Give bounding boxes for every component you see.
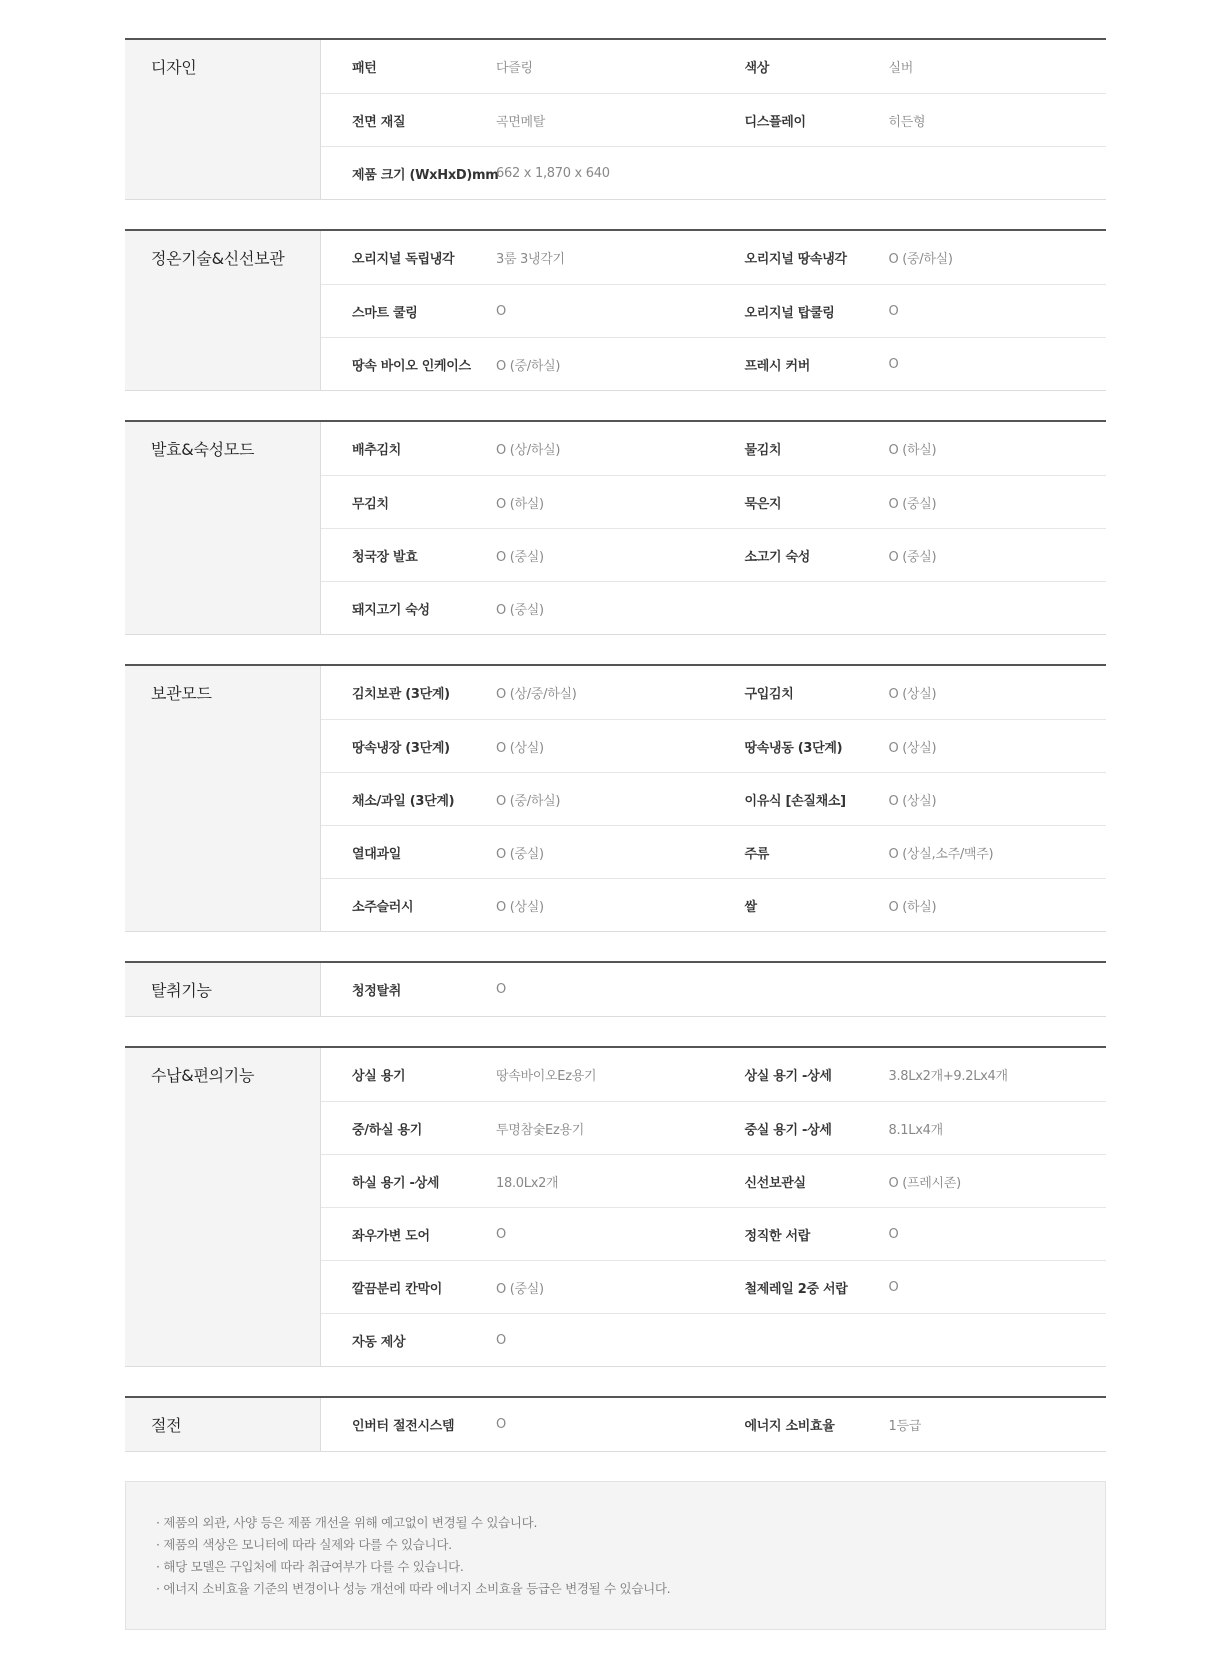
spec-row — [321, 40, 1106, 93]
section-category: 디자인 — [125, 40, 321, 199]
spec-value: 1등급 — [888, 1419, 921, 1434]
section-category: 탈취기능 — [125, 963, 321, 1016]
spec-label: 제품 크기 (WxHxD)mm — [352, 167, 499, 183]
spec-value: 8.1Lx4개 — [888, 1122, 943, 1138]
spec-value: O (상실) — [888, 740, 937, 756]
spec-value: 3.8Lx2개+9.2Lx4개 — [888, 1069, 1008, 1084]
spec-value: O — [496, 303, 506, 319]
spec-cell — [714, 439, 1107, 458]
section-category: 정온기술&신선보관 — [125, 231, 321, 390]
section-category: 절전 — [125, 1398, 321, 1451]
spec-label: 색상 — [744, 61, 770, 76]
spec-label: 인버터 절전시스템 — [352, 1419, 455, 1434]
spec-cell — [321, 599, 714, 618]
spec-label: 오리지널 탑쿨링 — [744, 305, 835, 321]
spec-label: 땅속냉장 (3단계) — [352, 740, 450, 756]
spec-row — [321, 719, 1106, 772]
spec-value: O (중실) — [496, 602, 544, 618]
spec-label: 상실 용기 -상세 — [744, 1069, 832, 1084]
spec-label: 물김치 — [744, 443, 782, 458]
spec-value: O (중/하실) — [496, 358, 561, 374]
spec-cell — [714, 683, 1107, 702]
spec-label: 디스플레이 — [744, 114, 806, 130]
spec-value: O (하실) — [888, 899, 937, 915]
spec-row — [321, 1101, 1106, 1154]
spec-section — [125, 664, 1106, 932]
section-category: 수납&편의기능 — [125, 1048, 321, 1366]
spec-section — [125, 38, 1106, 200]
spec-label: 좌우가변 도어 — [352, 1228, 430, 1244]
spec-cell — [321, 546, 714, 565]
spec-cell — [714, 1278, 1107, 1297]
spec-value: 662 x 1,870 x 640 — [496, 165, 610, 181]
spec-cell — [714, 1119, 1107, 1138]
spec-cell — [321, 843, 714, 862]
spec-value: O (중실) — [496, 549, 544, 565]
spec-label: 상실 용기 — [352, 1069, 406, 1084]
spec-cell — [321, 1331, 714, 1350]
spec-cell — [321, 980, 714, 999]
spec-cell — [321, 57, 714, 76]
spec-cell — [321, 355, 714, 374]
spec-section — [125, 229, 1106, 391]
spec-value: O (상실) — [888, 793, 937, 809]
spec-cell — [321, 1065, 714, 1084]
spec-label: 이유식 [손질채소] — [744, 793, 846, 809]
spec-value: O — [496, 1332, 506, 1348]
spec-label: 중/하실 용기 — [352, 1122, 422, 1138]
spec-label: 청정탈취 — [352, 984, 402, 999]
spec-row — [321, 1048, 1106, 1101]
spec-value: O (중실) — [888, 496, 937, 512]
spec-label: 프레시 커버 — [744, 358, 811, 374]
spec-cell — [714, 493, 1107, 512]
spec-cell — [321, 248, 714, 267]
section-rows — [321, 1398, 1106, 1451]
section-rows — [321, 40, 1106, 199]
spec-row — [321, 581, 1106, 634]
spec-value: O — [888, 356, 899, 372]
spec-row — [321, 825, 1106, 878]
spec-label: 땅속 바이오 인케이스 — [352, 358, 471, 374]
spec-label: 묵은지 — [744, 496, 782, 512]
spec-value: 실버 — [888, 61, 914, 76]
spec-value: O (상실) — [496, 740, 544, 756]
spec-label: 오리지널 땅속냉각 — [744, 252, 847, 267]
spec-sections — [125, 38, 1106, 1452]
spec-table — [125, 38, 1106, 1630]
spec-cell — [714, 546, 1107, 565]
spec-cell — [321, 111, 714, 130]
section-category: 보관모드 — [125, 666, 321, 931]
spec-row — [321, 146, 1106, 199]
spec-row — [321, 1313, 1106, 1366]
spec-label: 땅속냉동 (3단계) — [744, 740, 843, 756]
notice-box — [125, 1481, 1106, 1630]
spec-label: 중실 용기 -상세 — [744, 1122, 832, 1138]
notice-item: · 제품의 외관, 사양 등은 제품 개선을 위해 예고없이 변경될 수 있습니다. — [156, 1515, 538, 1530]
spec-value: 투명참숯Ez용기 — [496, 1122, 584, 1138]
spec-cell — [714, 790, 1107, 809]
spec-label: 채소/과일 (3단계) — [352, 793, 455, 809]
section-rows — [321, 963, 1106, 1016]
spec-value: 3룸 3냉각기 — [496, 252, 565, 267]
spec-value: 다즐링 — [496, 61, 533, 76]
spec-row — [321, 231, 1106, 284]
spec-cell — [321, 302, 714, 321]
spec-row — [321, 337, 1106, 390]
section-rows — [321, 1048, 1106, 1366]
spec-label: 철제레일 2중 서랍 — [744, 1281, 848, 1297]
spec-cell — [714, 1065, 1107, 1084]
spec-label: 김치보관 (3단계) — [352, 687, 450, 702]
spec-label: 깔끔분리 칸막이 — [352, 1281, 443, 1297]
spec-row — [321, 93, 1106, 146]
spec-label: 자동 제상 — [352, 1334, 406, 1350]
spec-section — [125, 1046, 1106, 1367]
spec-label: 패턴 — [352, 61, 377, 76]
spec-row — [321, 963, 1106, 1016]
spec-value: O (하실) — [888, 443, 937, 458]
notice-list — [156, 1512, 1105, 1600]
spec-row — [321, 878, 1106, 931]
section-rows — [321, 231, 1106, 390]
spec-row — [321, 475, 1106, 528]
spec-value: 땅속바이오Ez용기 — [496, 1069, 597, 1084]
spec-value: 18.0Lx2개 — [496, 1175, 559, 1191]
spec-cell — [714, 57, 1107, 76]
spec-row — [321, 1154, 1106, 1207]
spec-value: O — [888, 1226, 899, 1242]
spec-cell — [714, 1172, 1107, 1191]
spec-value: O (상실,소주/맥주) — [888, 846, 994, 862]
spec-row — [321, 422, 1106, 475]
spec-value: O (상/하실) — [496, 443, 561, 458]
spec-cell — [714, 111, 1107, 130]
notice-item: · 에너지 소비효율 기준의 변경이나 성능 개선에 따라 에너지 소비효율 등급은 변경될 수 있습니다. — [156, 1581, 671, 1596]
spec-cell — [321, 1225, 714, 1244]
notice-item: · 해당 모델은 구입처에 따라 취급여부가 다를 수 있습니다. — [156, 1559, 464, 1574]
spec-cell — [714, 302, 1107, 321]
spec-row — [321, 1260, 1106, 1313]
section-category: 발효&숙성모드 — [125, 422, 321, 634]
spec-value: O (상/중/하실) — [496, 687, 577, 702]
notice-item: · 제품의 색상은 모니터에 따라 실제와 다를 수 있습니다. — [156, 1537, 452, 1552]
spec-cell — [321, 896, 714, 915]
spec-cell — [321, 439, 714, 458]
spec-cell — [321, 493, 714, 512]
spec-cell — [321, 683, 714, 702]
spec-cell — [321, 1119, 714, 1138]
spec-label: 전면 재질 — [352, 114, 406, 130]
spec-row — [321, 666, 1106, 719]
spec-row — [321, 1398, 1106, 1451]
spec-label: 소고기 숙성 — [744, 549, 811, 565]
spec-cell — [321, 737, 714, 756]
spec-value: O — [496, 982, 506, 997]
spec-label: 배추김치 — [352, 443, 402, 458]
spec-cell — [714, 843, 1107, 862]
spec-cell — [321, 164, 714, 183]
spec-section — [125, 1396, 1106, 1452]
spec-value: O (프레시존) — [888, 1175, 961, 1191]
spec-value: O (상실) — [496, 899, 544, 915]
spec-label: 무김치 — [352, 496, 389, 512]
spec-label: 소주슬러시 — [352, 899, 414, 915]
spec-value: O (중/하실) — [888, 252, 953, 267]
spec-value: O — [496, 1226, 506, 1242]
spec-value: O — [496, 1417, 506, 1432]
spec-label: 주류 — [744, 846, 770, 862]
spec-cell — [321, 1415, 714, 1434]
section-rows — [321, 666, 1106, 931]
spec-value: 히든형 — [888, 114, 926, 130]
spec-value: O (하실) — [496, 496, 544, 512]
spec-section — [125, 420, 1106, 635]
spec-cell — [714, 355, 1107, 374]
spec-cell — [714, 737, 1107, 756]
spec-row — [321, 772, 1106, 825]
spec-cell — [714, 1225, 1107, 1244]
spec-label: 청국장 발효 — [352, 549, 418, 565]
spec-value: O (중실) — [888, 549, 937, 565]
spec-value: 곡면메탈 — [496, 114, 546, 130]
spec-cell — [321, 1278, 714, 1297]
spec-value: O (상실) — [888, 687, 937, 702]
spec-cell — [714, 248, 1107, 267]
spec-label: 오리지널 독립냉각 — [352, 252, 455, 267]
spec-cell — [714, 1415, 1107, 1434]
spec-value: O (중실) — [496, 1281, 544, 1297]
spec-cell — [321, 1172, 714, 1191]
spec-label: 정직한 서랍 — [744, 1228, 811, 1244]
spec-value: O (중/하실) — [496, 793, 561, 809]
spec-row — [321, 284, 1106, 337]
spec-label: 하실 용기 -상세 — [352, 1175, 440, 1191]
spec-cell — [714, 896, 1107, 915]
spec-label: 에너지 소비효율 — [744, 1419, 835, 1434]
spec-value: O — [888, 303, 899, 319]
spec-section — [125, 961, 1106, 1017]
spec-label: 구입김치 — [744, 687, 794, 702]
spec-value: O — [888, 1279, 899, 1295]
spec-row — [321, 528, 1106, 581]
spec-label: 열대과일 — [352, 846, 402, 862]
spec-label: 스마트 쿨링 — [352, 305, 418, 321]
spec-value: O (중실) — [496, 846, 544, 862]
spec-row — [321, 1207, 1106, 1260]
spec-label: 쌀 — [744, 899, 757, 915]
spec-cell — [321, 790, 714, 809]
section-rows — [321, 422, 1106, 634]
spec-label: 신선보관실 — [744, 1175, 806, 1191]
spec-label: 돼지고기 숙성 — [352, 602, 430, 618]
